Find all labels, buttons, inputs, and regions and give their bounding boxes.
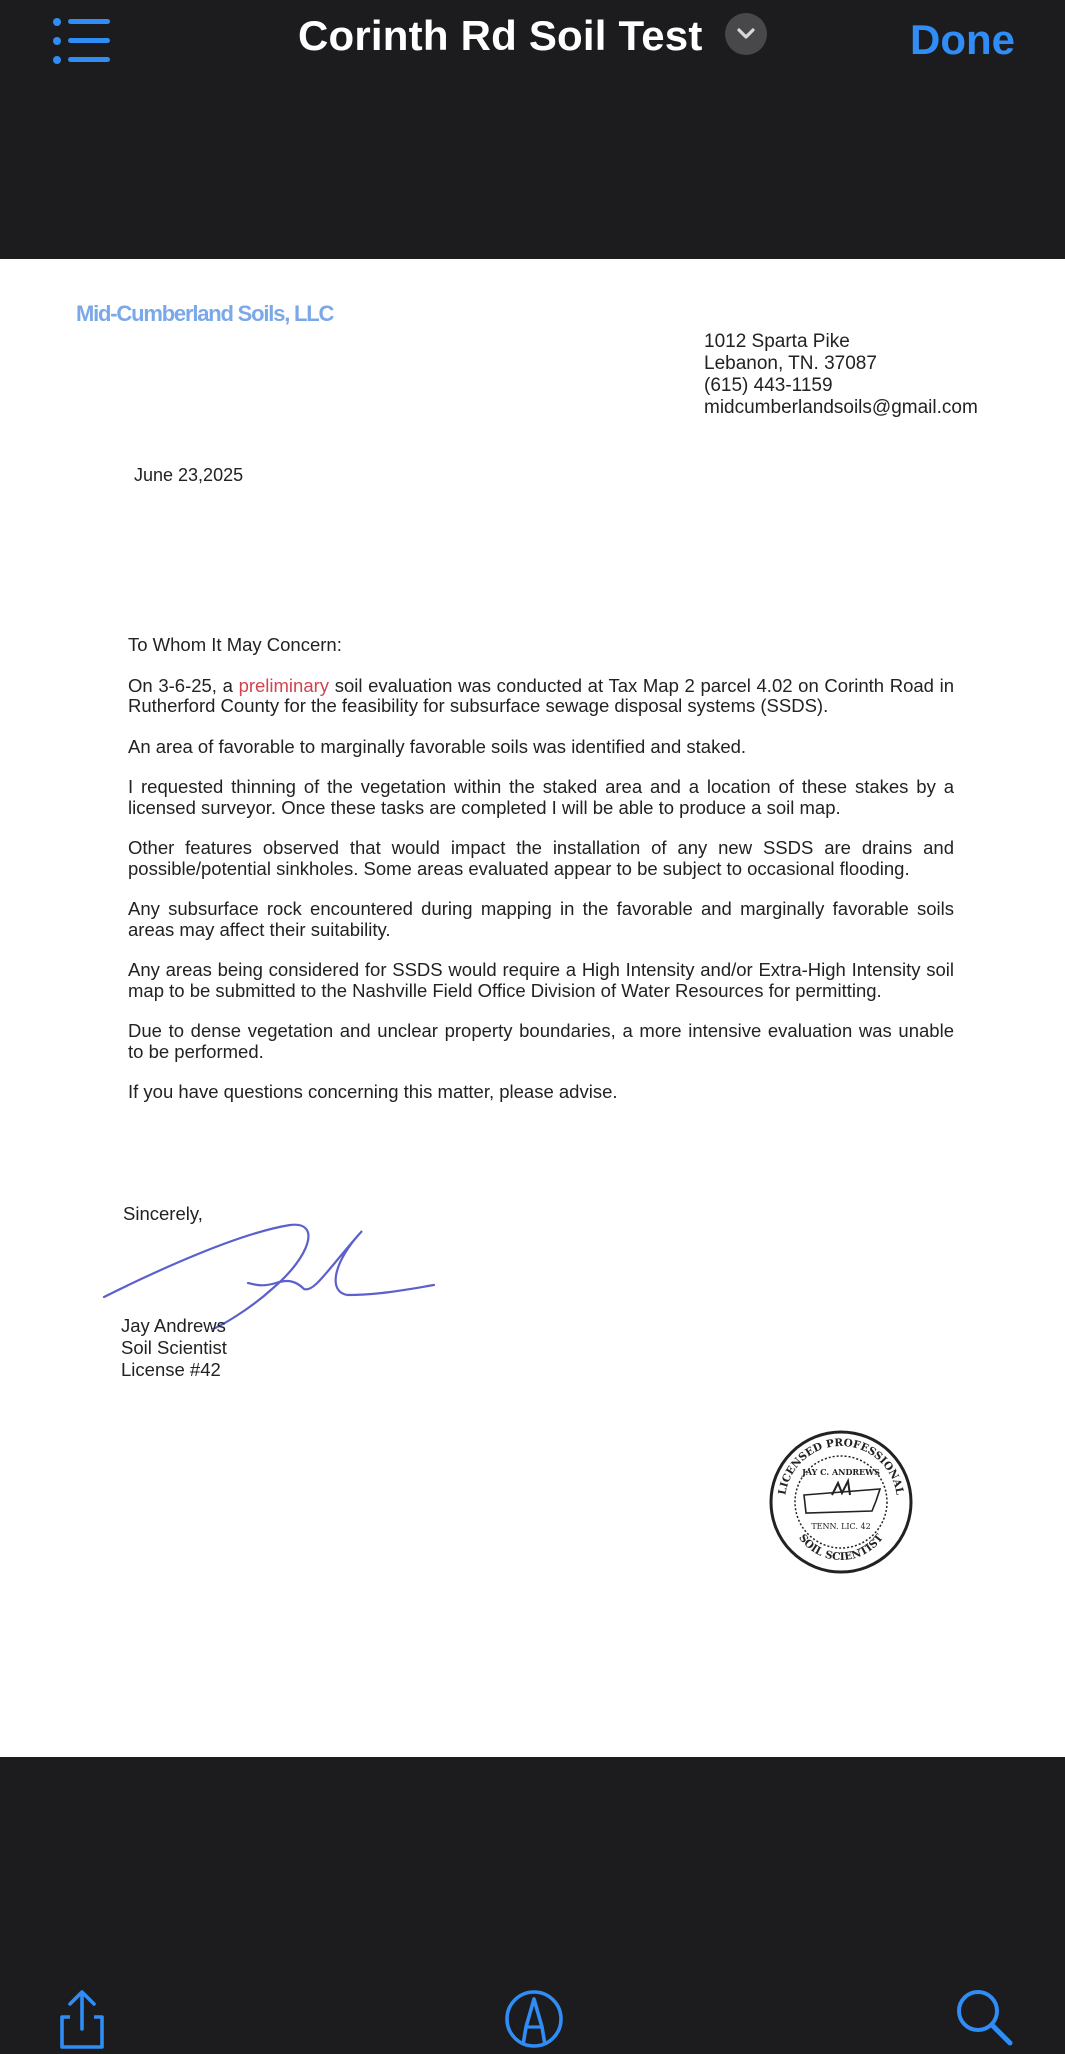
search-icon xyxy=(954,1987,1014,2049)
address-line: 1012 Sparta Pike xyxy=(704,331,850,352)
paragraph-1 xyxy=(128,676,954,717)
share-button[interactable] xyxy=(56,1987,108,2054)
address-line: Lebanon, TN. 37087 xyxy=(704,353,877,374)
title-menu-button[interactable] xyxy=(725,13,767,55)
closing: Sincerely, xyxy=(123,1203,203,1224)
company-name: Mid-Cumberland Soils, LLC xyxy=(76,301,334,326)
share-icon xyxy=(56,1987,108,2049)
highlighted-word: preliminary xyxy=(238,674,330,696)
paragraph-6: Any areas being considered for SSDS would require a High Intensity and/or Extra-High Intensity soil map to be submitted to the Nashville Field Office Division of Water Resources for permitting. xyxy=(128,959,954,1001)
salutation: To Whom It May Concern: xyxy=(128,634,342,655)
company-address xyxy=(704,331,978,419)
svg-text:LICENSED PROFESSIONAL: LICENSED PROFESSIONAL xyxy=(776,1436,906,1496)
address-line: (615) 443-1159 xyxy=(704,375,833,396)
title-area xyxy=(0,12,1065,60)
svg-text:SOIL SCIENTIST: SOIL SCIENTIST xyxy=(796,1532,886,1564)
markup-pen-icon xyxy=(504,1987,564,2049)
paragraph-3: I requested thinning of the vegetation within the staked area and a location of these stakes by a licensed surveyor. Once these tasks are completed I will be able to produce a soil map. xyxy=(128,776,954,818)
professional-seal xyxy=(768,1429,914,1575)
letter-date: June 23,2025 xyxy=(134,465,244,485)
paragraph-1-end: soil evaluation was conducted at Tax Map 2 parcel 4.02 on Corinth Road in Rutherford County for the feasibility for subsurface sewage disposal systems (SSDS). xyxy=(128,674,954,716)
navigation-bar xyxy=(0,0,1065,259)
search-button[interactable] xyxy=(954,1987,1014,2054)
paragraph-1-start: On 3-6-25, a xyxy=(128,674,239,696)
paragraph-7: Due to dense vegetation and unclear property boundaries, a more intensive evaluation was unable to be performed. xyxy=(128,1020,954,1062)
paragraph-8: If you have questions concerning this matter, please advise. xyxy=(128,1081,618,1102)
paragraph-2: An area of favorable to marginally favorable soils was identified and staked. xyxy=(128,735,747,757)
address-line: midcumberlandsoils@gmail.com xyxy=(704,397,978,418)
signature-image xyxy=(100,1209,440,1329)
chevron-down-icon xyxy=(736,26,756,42)
letter-body xyxy=(128,635,954,1123)
document-title[interactable]: Corinth Rd Soil Test xyxy=(298,12,703,59)
paragraph-4: Other features observed that would impact the installation of any new SSDS are drains and possible/potential sinkholes. Some areas evaluated appear to be subject to occasional flooding. xyxy=(128,837,954,879)
signer-name: Jay Andrews xyxy=(121,1315,226,1336)
svg-text:TENN. LIC. 42: TENN. LIC. 42 xyxy=(811,1522,871,1531)
markup-button[interactable] xyxy=(504,1987,564,2054)
bottom-toolbar xyxy=(0,1757,1065,2048)
svg-text:JAY C. ANDREWS: JAY C. ANDREWS xyxy=(802,1467,880,1477)
done-button[interactable]: Done xyxy=(910,16,1015,63)
signer-license: License #42 xyxy=(121,1359,221,1380)
document-page xyxy=(0,259,1065,1757)
signer-block xyxy=(121,1315,227,1381)
signer-title: Soil Scientist xyxy=(121,1337,227,1358)
paragraph-5: Any subsurface rock encountered during mapping in the favorable and marginally favorable soils areas may affect their suitability. xyxy=(128,898,954,940)
